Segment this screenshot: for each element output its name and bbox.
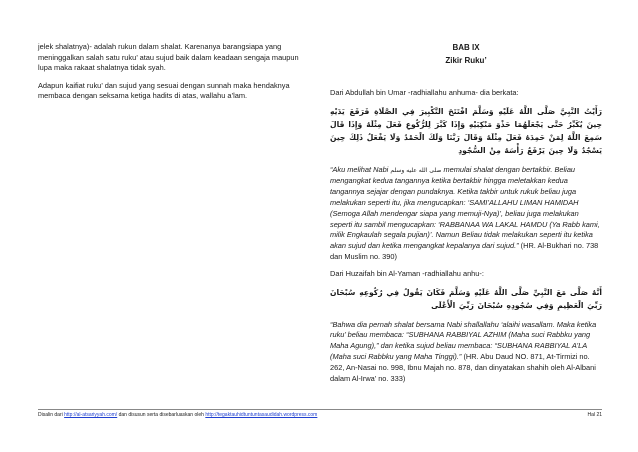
salawat-glyph: صلى الله عليه وسلم (390, 166, 442, 174)
hadith-translation (330, 165, 602, 263)
hadith-reference: (HR. Abu Daud NO. 871, At-Tirmizi no. 262, An-Nasai no. 998, Ibnu Majah no. 878, dan dinyatakan shahih oleh Al-Albani dalam Al-Irwa’ no. 333) (330, 351, 596, 383)
footer-text: dan disusun serta disebarluaskan oleh (117, 412, 206, 418)
quote-text: “Aku melihat Nabi (330, 164, 391, 174)
hadith-intro: Dari Huzaifah bin Al-Yaman -radhiallahu anhu-: (330, 268, 484, 278)
left-column (38, 42, 300, 109)
paragraph: Adapun kaifiat ruku’ dan sujud yang sesuai dengan sunnah maka hendaknya membaca dengan seksama ketiga hadits di atas, wallahu a’lam. (38, 80, 290, 100)
hadith-reference: (HR. Al-Bukhari no. 738 dan Muslim no. 390) (330, 241, 599, 261)
right-column (330, 42, 602, 390)
chapter-subtitle: Zikir Ruku’ (445, 56, 487, 65)
hadith-intro: Dari Abdullah bin Umar -radhiallahu anhuma- dia berkata: (330, 87, 519, 97)
arabic-hadith-text: أَنَّهُ صَلَّى مَعَ النَّبِيِّ صَلَّى اللَّهُ عَلَيْهِ وَسَلَّمَ فَكَانَ يَقُولُ فِي رُكُوعِهِ سُبْحَانَ رَبِّيَ الْعَظِيمِ وَفِي سُجُودِهِ سُبْحَانَ رَبِّيَ الْأَعْلَى (330, 287, 602, 310)
paragraph: jelek shalatnya)- adalah rukun dalam shalat. Karenanya barangsiapa yang meninggalkan salah satu ruku’ atau sujud baik dalam keadaan sengaja maupun lupa maka rakaat shalatnya tidak syah. (38, 42, 299, 72)
footer-text: Disalin dari (38, 412, 65, 418)
quote-text: “Bahwa dia pernah shalat bersama Nabi shallallahu ‘alaihi wasallam. Maka ketika ruku’ beliau membaca: “SUBHANA RABBIYAL AZHIM (Maha suci Rabbku yang Maha Agung),” dan ketika sujud beliau membaca: “SUBHANA RABBIYAL A’LA (Maha suci Rabbku yang Maha Tinggi).” (330, 319, 597, 361)
quote-text: memulai shalat dengan bertakbir. Beliau mengangkat kedua tangannya ketika bertakbir hingga meletakkan kedua tangannya sejajar dengan pundaknya. Ketika takbir untuk rukuk beliau juga melakukan seperti itu, jika mengucapkan: ‘SAMI’ALLAHU LIMAN HAMIDAH (Semoga Allah mendengar siapa yang memuji-Nya)’, beliau juga melakukan seperti itu sambil mengucapkan: ‘RABBANAA WA LAKAL HAMDU (Ya Rabb kami, milik Engkaulah segala pujian)’. Namun Beliau tidak melakukan seperti itu ketika akan sujud dan ketika mengangkat kepalanya dari sujud.” (330, 164, 600, 251)
hadith-translation (330, 320, 602, 385)
page-number: Hal 21 (587, 412, 602, 418)
publisher-link[interactable]: http://tegaktauhidtuntuntasaudidah.wordpress.com (205, 412, 318, 418)
page-footer (38, 409, 602, 419)
arabic-hadith-text: رَأَيْتُ النَّبِيَّ صَلَّى اللَّهُ عَلَيْهِ وَسَلَّمَ افْتَتَحَ التَّكْبِيرَ فِي الصَّلَاةِ فَرَفَعَ يَدَيْهِ حِينَ يُكَبِّرُ حَتَّى يَجْعَلَهُمَا حَذْوَ مَنْكِبَيْهِ وَإِذَا كَبَّرَ لِلرُّكُوعِ فَعَلَ مِثْلَهُ وَإِذَا قَالَ سَمِعَ اللَّهُ لِمَنْ حَمِدَهُ فَعَلَ مِثْلَهُ وَقَالَ رَبَّنَا وَلَكَ الْحَمْدُ وَلَا يَفْعَلُ ذَلِكَ حِينَ يَسْجُدُ وَلَا حِينَ يَرْفَعُ رَأْسَهُ مِنْ السُّجُودِ (330, 106, 602, 155)
chapter-heading: BAB IX (452, 43, 480, 52)
source-link[interactable]: http://al-atsariyyah.com/ (64, 412, 118, 418)
